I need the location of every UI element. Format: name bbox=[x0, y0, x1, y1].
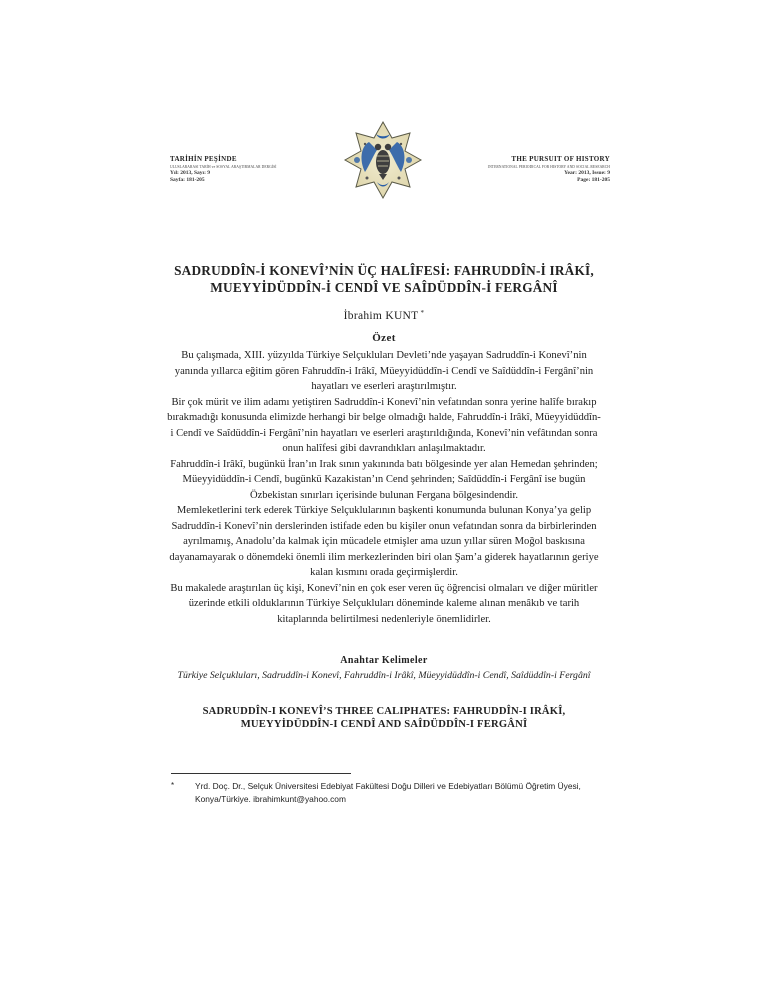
english-title-line2: MUEYYİDÜDDÎN-I CENDÎ AND SAÎDÜDDÎN-I FERGÂNÎ bbox=[240, 719, 528, 730]
header-left-journal-info bbox=[170, 155, 350, 184]
journal-subtitle-en: INTERNATIONAL PERIODICAL FOR HISTORY AND SOCIAL RESEARCH bbox=[487, 165, 610, 169]
abstract-paragraph: Fahruddîn-i Irâkî, bugünkü İran’ın Irak sının yakınında batı bölgesinde yer alan Hemedan şehrinden; Müeyyidüddîn-i Cendî, bugünkü Kazakistan’ın Cend şehrinden; Saîdüddîn-i Fergânî ise bugün Özbekistan sınırları içerisinde bulunan Fergana bölgesindendir. bbox=[170, 458, 598, 501]
footnote bbox=[171, 780, 611, 806]
author-line bbox=[120, 309, 648, 322]
journal-title-en: THE PURSUIT OF HISTORY bbox=[511, 155, 610, 163]
english-title bbox=[120, 705, 648, 731]
abstract-paragraph: Memleketlerini terk ederek Türkiye Selçuklularının başkenti konumunda bulunan Konya’ya gelip Sadruddîn-i Konevî’nin derslerinden istifade eden bu kişiler onun vefatından sonra da birbirlerinden ayrılmamış, Anadolu’da kalmak için mücadele etmişler ama uzun yıllar süren Moğol baskısına dayanamayarak o dönemdeki önemli ilim merkezlerinden biri olan Şam’a giderek hayatlarının geriye kalan kısmını orada geçirmişlerdir. bbox=[169, 505, 599, 578]
issue-en: Year: 2013, Issue: 9 bbox=[564, 170, 610, 176]
header-right-journal-info bbox=[410, 155, 610, 184]
abstract-body bbox=[166, 348, 602, 627]
abstract-paragraph: Bu çalışmada, XIII. yüzyılda Türkiye Selçukluları Devleti’nde yaşayan Sadruddîn-i Konevî’nin yanında yıllarca eğitim gören Fahruddîn-i Irâkî, Müeyyidüddîn-i Cendî ve Saîdüddîn-i Fergânî’nin hayatları ve eserleri araştırılmıştır. bbox=[174, 350, 594, 392]
keywords-heading: Anahtar Kelimeler bbox=[340, 655, 428, 666]
journal-subtitle-tr: ULUSLARARASI TARİH ve SOSYAL ARAŞTIRMALAR DERGİSİ bbox=[170, 165, 277, 169]
footnote-text: Yrd. Doç. Dr., Selçuk Üniversitesi Edebiyat Fakültesi Doğu Dilleri ve Edebiyatları Bölümü Öğretim Üyesi, Konya/Türkiye. ibrahimkunt@yahoo.com bbox=[195, 781, 581, 804]
article-title-line2: MUEYYİDÜDDÎN-İ CENDÎ VE SAÎDÜDDÎN-İ FERGÂNÎ bbox=[210, 280, 558, 295]
abstract-heading: Özet bbox=[372, 332, 396, 344]
article-title-line1: SADRUDDÎN-İ KONEVÎ’NİN ÜÇ HALÎFESİ: FAHRUDDÎN-İ IRÂKÎ, bbox=[174, 263, 594, 278]
author-footnote-marker[interactable]: * bbox=[420, 309, 425, 317]
footnote-divider bbox=[171, 773, 351, 774]
journal-title-tr: TARİHİN PEŞİNDE bbox=[170, 155, 237, 163]
abstract-paragraph: Bir çok mürit ve ilim adamı yetiştiren Sadruddîn-i Konevî’nin vefatından sonra yerine halîfe bırakıp bırakmadığı konusunda elimizde herhangi bir belge olmadığı halde, Fahruddîn-i Irâkî, Müeyyidüddîn-i Cendî ve Saîdüddîn-i Fergânî’nin hayatları ve eserleri araştırıldığında, Konevî’nin vefâtından sonra onun halîfesi gibi davrandıkları anlaşılmaktadır. bbox=[167, 396, 601, 454]
author-name: İbrahim KUNT bbox=[343, 310, 419, 322]
pages-tr: Sayfa: 181-205 bbox=[170, 177, 205, 183]
article-title bbox=[120, 262, 648, 296]
footnote-marker: * bbox=[171, 781, 175, 790]
english-title-line1: SADRUDDÎN-I KONEVÎ’S THREE CALIPHATES: FAHRUDDÎN-I IRÂKÎ, bbox=[202, 706, 566, 717]
abstract-paragraph: Bu makalede araştırılan üç kişi, Konevî’nin en çok eser veren üç öğrencisi olmaları ve diğer müritler üzerinde etkili olduklarının Türkiye Selçukluları döneminde kaleme alınan menâkıb ve tarih kitaplarında belirtilmesi nedenleriyle önemlidirler. bbox=[170, 582, 598, 625]
issue-tr: Yıl: 2013, Sayı: 9 bbox=[170, 170, 211, 176]
pages-en: Page: 181-205 bbox=[577, 177, 610, 183]
keywords-list: Türkiye Selçukluları, Sadruddîn-i Konevî, Fahruddîn-i Irâkî, Müeyyidüddîn-i Cendî, Saîdüddîn-i Fergânî bbox=[177, 670, 591, 681]
